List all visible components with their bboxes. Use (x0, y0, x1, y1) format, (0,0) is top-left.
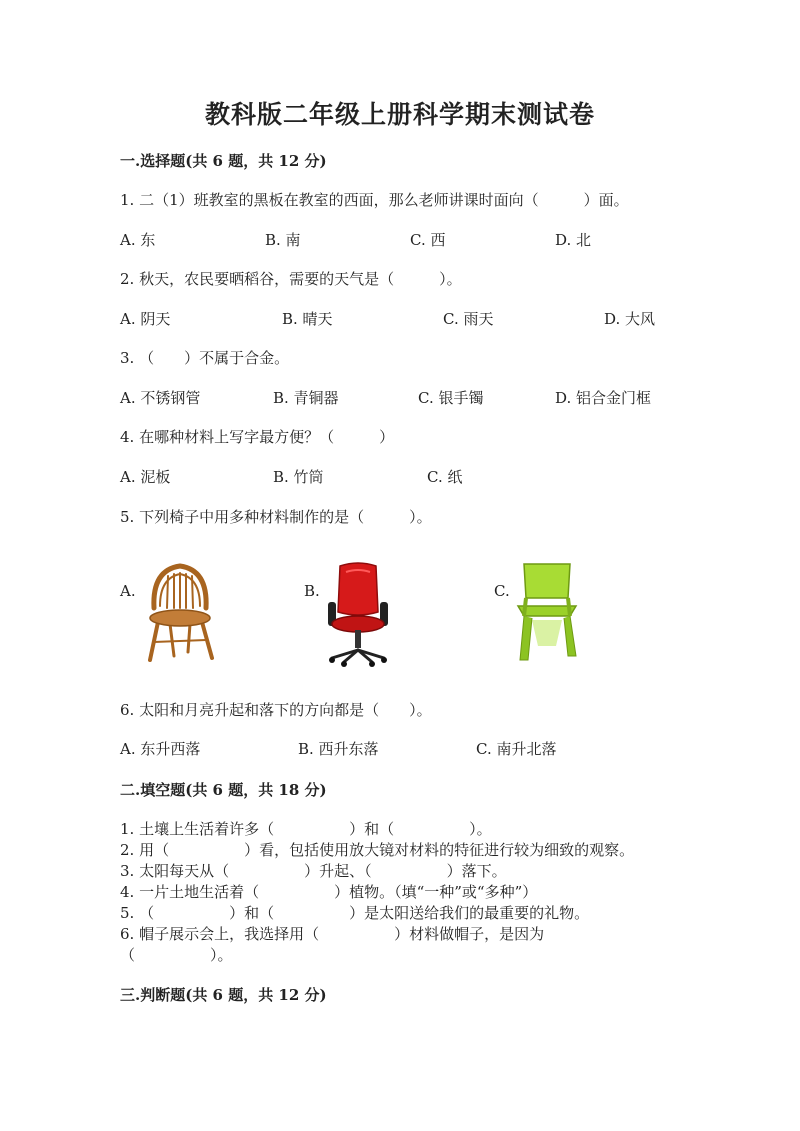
office-chair-icon (322, 560, 394, 668)
q5-option-c: C. (494, 582, 510, 600)
q6-option-c: C. 南升北落 (476, 740, 557, 758)
fill-line-3: 3. 太阳每天从（ ）升起、（ ）落下。 (120, 862, 507, 880)
q1-option-a: A. 东 (120, 231, 156, 249)
q2-option-c: C. 雨天 (443, 310, 494, 328)
q3-option-d: D. 铝合金门框 (555, 389, 652, 407)
section-title-choice: 一.选择题(共 6 题，共 12 分) (120, 152, 327, 170)
q2-option-b: B. 晴天 (282, 310, 333, 328)
fill-line-6: 6. 帽子展示会上，我选择用（ ）材料做帽子，是因为 (120, 925, 545, 943)
question-5: 5. 下列椅子中用多种材料制作的是（ ）。 (120, 508, 432, 526)
section-title-fill: 二.填空题(共 6 题，共 18 分) (120, 781, 327, 799)
question-2: 2. 秋天，农民要晒稻谷，需要的天气是（ ）。 (120, 270, 462, 288)
question-6: 6. 太阳和月亮升起和落下的方向都是（ ）。 (120, 701, 432, 719)
q4-option-a: A. 泥板 (120, 468, 171, 486)
page-title: 教科版二年级上册科学期末测试卷 (204, 100, 595, 129)
fill-line-1: 1. 土壤上生活着许多（ ）和（ ）。 (120, 820, 492, 838)
q4-option-b: B. 竹筒 (273, 468, 324, 486)
q6-option-b: B. 西升东落 (298, 740, 379, 758)
fill-line-5: 5. （ ）和（ ）是太阳送给我们的最重要的礼物。 (120, 904, 590, 922)
q2-option-a: A. 阴天 (120, 310, 171, 328)
q6-option-a: A. 东升西落 (120, 740, 201, 758)
q5-option-b: B. (304, 582, 320, 600)
q3-option-c: C. 银手镯 (418, 389, 484, 407)
q1-option-d: D. 北 (555, 231, 592, 249)
q1-option-b: B. 南 (265, 231, 301, 249)
question-4: 4. 在哪种材料上写字最方便？（ ） (120, 428, 395, 446)
q4-option-c: C. 纸 (427, 468, 463, 486)
q2-option-d: D. 大风 (604, 310, 656, 328)
question-1: 1. 二（1）班教室的黑板在教室的西面，那么老师讲课时面向（ ）面。 (120, 191, 629, 209)
q3-option-a: A. 不锈钢管 (120, 389, 201, 407)
q5-option-a: A. (120, 582, 136, 600)
fill-line-6-cont: （ ）。 (120, 946, 233, 964)
fill-line-2: 2. 用（ ）看，包括使用放大镜对材料的特征进行较为细致的观察。 (120, 841, 635, 859)
section-title-judge: 三.判断题(共 6 题，共 12 分) (120, 986, 327, 1004)
fill-line-4: 4. 一片土地生活着（ ）植物。（填“一种”或“多种”） (120, 883, 538, 901)
wooden-chair-icon (140, 560, 220, 664)
question-3: 3. （ ）不属于合金。 (120, 349, 290, 367)
q1-option-c: C. 西 (410, 231, 446, 249)
q3-option-b: B. 青铜器 (273, 389, 339, 407)
plastic-chair-icon (510, 560, 584, 664)
